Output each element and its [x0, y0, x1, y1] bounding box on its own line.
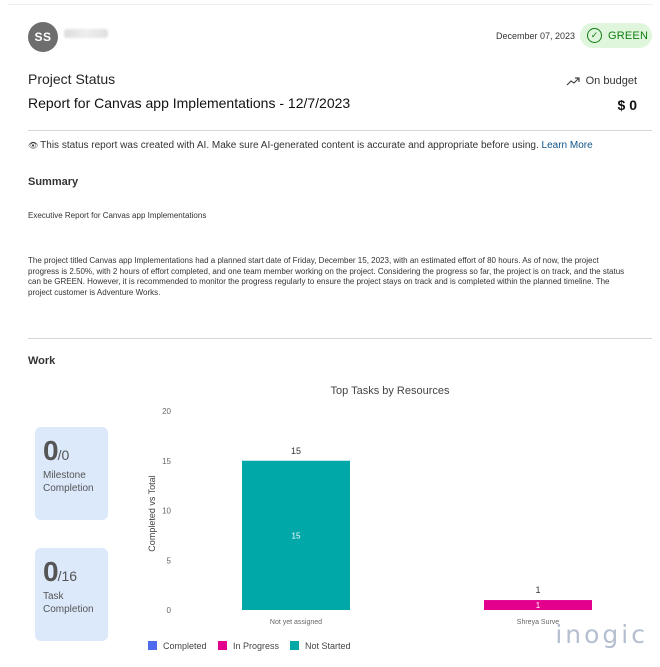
- milestone-completion-card: [35, 427, 108, 520]
- checkmark-circle-icon: ✓: [587, 28, 602, 43]
- status-badge: [580, 23, 652, 48]
- budget-status: [566, 75, 637, 87]
- watermark-logo: inogic: [555, 620, 648, 649]
- page-title: Report for Canvas app Implementations - 12/7/2023: [28, 95, 351, 111]
- divider: [28, 338, 652, 339]
- status-label: GREEN: [608, 29, 649, 42]
- bar-segment-label: 1: [535, 601, 541, 611]
- user-name-redacted: [64, 29, 108, 38]
- y-tick-label: 5: [166, 556, 171, 566]
- y-tick-label: 20: [162, 407, 171, 416]
- bar-total-label: 1: [535, 585, 541, 596]
- bar-segment-label: 15: [291, 531, 301, 541]
- x-tick-label: Not yet assigned: [269, 619, 323, 626]
- bar-total-label: 15: [290, 445, 302, 456]
- budget-label: On budget: [585, 75, 637, 87]
- milestone-caption: Milestone Completion: [43, 470, 94, 494]
- legend-label: Not Started: [305, 641, 351, 651]
- y-tick-label: 10: [162, 506, 171, 516]
- summary-subtitle: Executive Report for Canvas app Implementations: [28, 211, 207, 220]
- summary-body: The project titled Canvas app Implementations had a planned start date of Friday, December 15, 2023, with an estimated effort of 80 hours. As of now, the project progress is 2.50%, with 2 hours of effort completed, and one team member working on the project. Considering the progress so far, the project is on track, and the status can be GREEN. However, it is recommended to monitor the progress regularly to ensure the project stays on track and is completed within the planned timeline. The project customer is Adventure Works.: [28, 256, 625, 297]
- work-heading: Work: [28, 355, 56, 367]
- budget-amount: $ 0: [617, 97, 637, 113]
- ai-notice: [28, 140, 593, 151]
- legend-swatch: [148, 641, 157, 650]
- task-completion-card: [35, 548, 108, 641]
- trend-up-icon: [566, 77, 580, 86]
- divider: [28, 130, 652, 131]
- y-tick-label: 15: [162, 456, 171, 466]
- y-axis-label: Completed vs Total: [147, 475, 157, 552]
- section-label: Project Status: [28, 71, 116, 87]
- eye-icon: 👁: [28, 141, 39, 150]
- legend-swatch: [218, 641, 227, 650]
- y-tick-label: 0: [166, 606, 171, 615]
- task-count: 0/16: [43, 556, 78, 587]
- ai-notice-text: This status report was created with AI. Make sure AI-generated content is accurate and appropriate before using.: [40, 140, 539, 151]
- x-tick-label: Shreya Surve: [516, 619, 560, 626]
- chart-title: Top Tasks by Resources: [330, 385, 450, 397]
- milestone-count: 0/0: [43, 435, 70, 466]
- report-date: December 07, 2023: [496, 31, 576, 41]
- avatar[interactable]: SS: [28, 22, 58, 52]
- legend-label: Completed: [163, 641, 207, 651]
- task-caption: Task Completion: [43, 591, 94, 615]
- legend-swatch: [290, 641, 299, 650]
- summary-heading: Summary: [28, 176, 79, 188]
- learn-more-link[interactable]: Learn More: [541, 140, 593, 151]
- legend-label: In Progress: [233, 641, 280, 651]
